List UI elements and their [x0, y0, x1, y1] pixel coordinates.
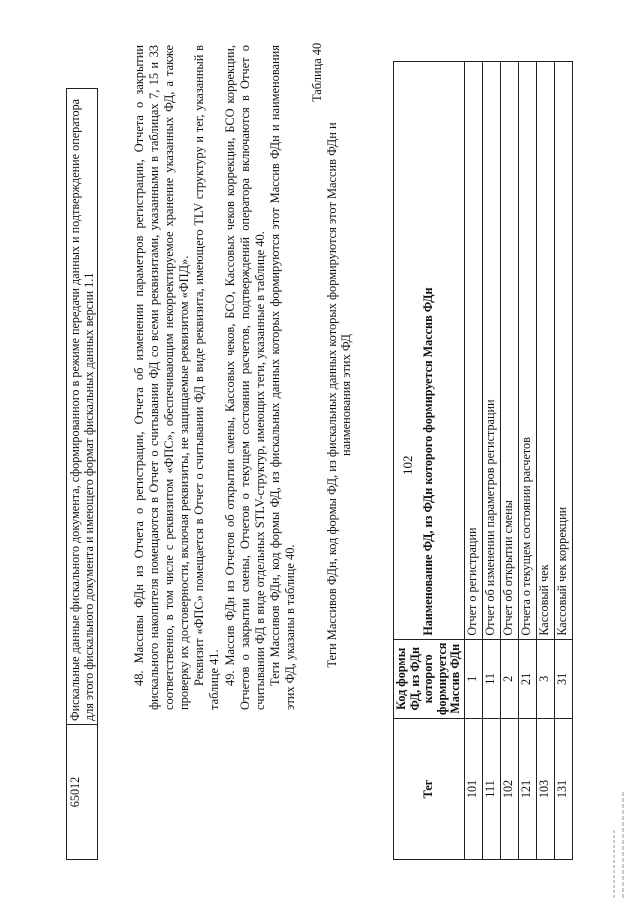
header-name: Наименование ФД, из ФДн которого формируется Массив ФДн: [394, 62, 465, 640]
body-text: [132, 45, 298, 710]
cell-tag: 103: [536, 719, 554, 860]
paragraph-49: 49. Массив ФДн из Отчетов об открытии смены, Кассовых чеков, БСО, Кассовых чеков коррекции, БСО коррекции, Отчетов о закрытии смены, Отчетов о текущем состоянии расчетов, подтверждений оператора включаются в Отчет о считывании ФД в виде отдельных STLV-структур, имеющих теги, указанные в таблице 40.: [222, 45, 267, 710]
page-number: 102: [400, 455, 415, 475]
table-row: [67, 89, 98, 860]
cell-tag: 101: [464, 719, 482, 860]
table-row: [500, 62, 518, 860]
registration-stamp-icon: [608, 780, 630, 900]
cell-name: Отчет о регистрации: [464, 62, 482, 640]
table-row: [536, 62, 554, 860]
cell-code: 1: [464, 639, 482, 718]
cell-code: 2: [500, 639, 518, 718]
cell-code: 21: [518, 639, 536, 718]
cell-tag: 102: [500, 719, 518, 860]
table-header-row: [394, 62, 465, 860]
cell-name: Отчет об изменении параметров регистрации: [482, 62, 500, 640]
cell-tag: 131: [554, 719, 572, 860]
cell-tag: 111: [482, 719, 500, 860]
top-table: [66, 88, 98, 860]
cell-name: Кассовый чек коррекции: [554, 62, 572, 640]
main-table: [393, 61, 573, 860]
cell-tag: 121: [518, 719, 536, 860]
paragraph-tags: Теги Массивов ФДн, код формы ФД, из фискальных данных которых формируются этот Массив ФДн и наименования этих ФД, указаны в таблице 40.: [267, 45, 297, 710]
cell-name: Отчета о текущем состоянии расчетов: [518, 62, 536, 640]
header-tag: Тег: [394, 719, 465, 860]
table-caption: Таблица 40: [310, 42, 324, 102]
table-title: Теги Массивов ФДн, код формы ФД, из фискальных данных которых формируются этот Массив ФДн и наименования этих ФД: [325, 122, 353, 668]
cell-code: 31: [554, 639, 572, 718]
header-code: Код формы ФД, из ФДн которого формируется Массив ФДн: [394, 639, 465, 718]
paragraph-48: 48. Массивы ФДн из Отчета о регистрации, Отчета об изменении параметров регистрации, Отчета о закрытии фискального накопителя помещаются в Отчет о считывании ФД со всеми реквизитами, указанными в таблицах 7, 15 и 33 соответственно, в том числе с реквизитом «ФПС», обеспечивающим некорректируемое хранение указанных ФД, а также проверку их достоверности, включая реквизиты, не защищаемые реквизитом «ФПД».: [132, 45, 192, 710]
table-row: [518, 62, 536, 860]
table-row: [554, 62, 572, 860]
cell-code: 11: [482, 639, 500, 718]
table-row: [464, 62, 482, 860]
cell-name: Отчет об открытии смены: [500, 62, 518, 640]
paragraph-fps: Реквизит «ФПС» помещается в Отчет о считывании ФД в виде реквизита, имеющего TLV структуру и тег, указанный в таблице 41.: [192, 45, 222, 710]
table-row: [482, 62, 500, 860]
top-table-description: Фискальные данные фискального документа, сформированного в режиме передачи данных и подтверждение оператора для этого фискального документа и имеющего формат фискальных данных версии 1.1: [67, 89, 98, 725]
cell-name: Кассовый чек: [536, 62, 554, 640]
top-table-code: 65012: [67, 725, 98, 860]
cell-code: 3: [536, 639, 554, 718]
